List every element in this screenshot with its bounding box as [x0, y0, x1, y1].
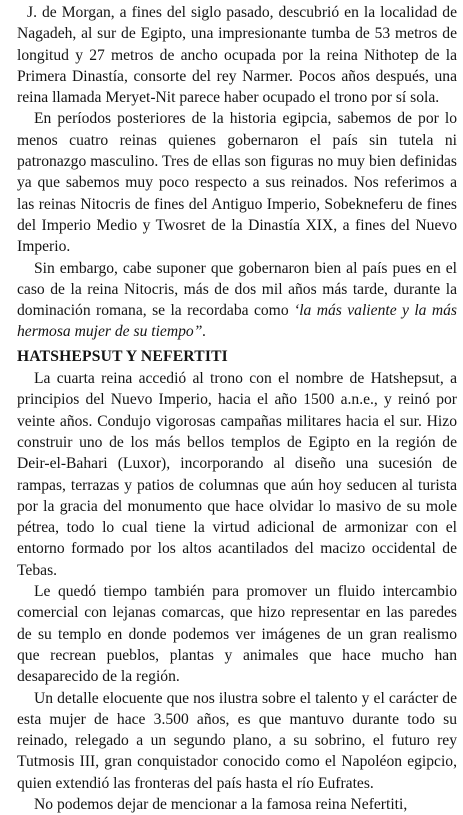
paragraph-morgan: J. de Morgan, a fines del siglo pasado, descubrió en la localidad de Nagadeh, al sur de Egipto, una impresionante tumba de 53 metros de longitud y 27 metros de ancho ocupada por la reina Nithotep de la Primera Dinastía, consorte del rey Narmer. Pocos años después, una reina llamada Meryet-Nit parece haber ocupado el trono por sí sola. [17, 4, 457, 107]
paragraph-commerce: Le quedó tiempo también para promover un fluido intercambio comercial con lejanas comarcas, que hizo representar en las paredes de su templo en donde podemos ver imágenes de un gran realismo que recrean pueblos, plantas y animales que hace mucho han desaparecido de la región. [17, 583, 457, 686]
paragraph-tutmosis: Un detalle elocuente que nos ilustra sobre el talento y el carácter de esta mujer de hace 3.500 años, es que mantuvo durante todo su reinado, relegado a un segundo plano, a su sobrino, el futuro rey Tutmosis III, gran conquistador conocido como el Napoléon egipcio, quien extendió las fronteras del país hasta el río Eufrates. [17, 689, 457, 792]
paragraph-nitocris [17, 258, 457, 343]
paragraph-nitocris-text: Sin embargo, cabe suponer que gobernaron bien al país pues en el caso de la reina Nitocris, más de dos mil años más tarde, durante la dominación romana, se la recordaba como [17, 259, 457, 320]
section-heading: HATSHEPSUT Y NEFERTITI [17, 347, 228, 365]
nitocris-quote: ‘la más valiente y la más hermosa mujer de su tiempo”. [17, 302, 457, 341]
paragraph-four-queens: En períodos posteriores de la historia egipcia, sabemos de por lo menos cuatro reinas quienes gobernaron el país sin tutela ni patronazgo masculino. Tres de ellas son figuras no muy bien definidas ya que sabemos muy poco respecto a sus reinados. Nos referimos a las reinas Nitocris de fines del Antiguo Imperio, Sobekneferu de fines del Imperio Medio y Twosret de la Dinastía XIX, a fines del Nuevo Imperio. [17, 110, 457, 256]
paragraph-hatshepsut: La cuarta reina accedió al trono con el nombre de Hatshepsut, a principios del Nuevo Imperio, hacia el año 1500 a.n.e., y reinó por veinte años. Condujo vigorosas campañas militares hacia el sur. Hizo construir uno de los más bellos templos de Egipto en la región de Deir-el-Bahari (Luxor), incorporando al diseño una sucesión de rampas, terrazas y patios de columnas que aún hoy seducen al turista por la gracia del monumento que hace olvidar lo masivo de su mole pétrea, todo lo cual tiene la virtud adicional de armonizar con el entorno formado por los altos acantilados del macizo occidental de Tebas. [17, 370, 457, 579]
paragraph-nefertiti: No podemos dejar de mencionar a la famosa reina Nefertiti, [34, 795, 408, 813]
